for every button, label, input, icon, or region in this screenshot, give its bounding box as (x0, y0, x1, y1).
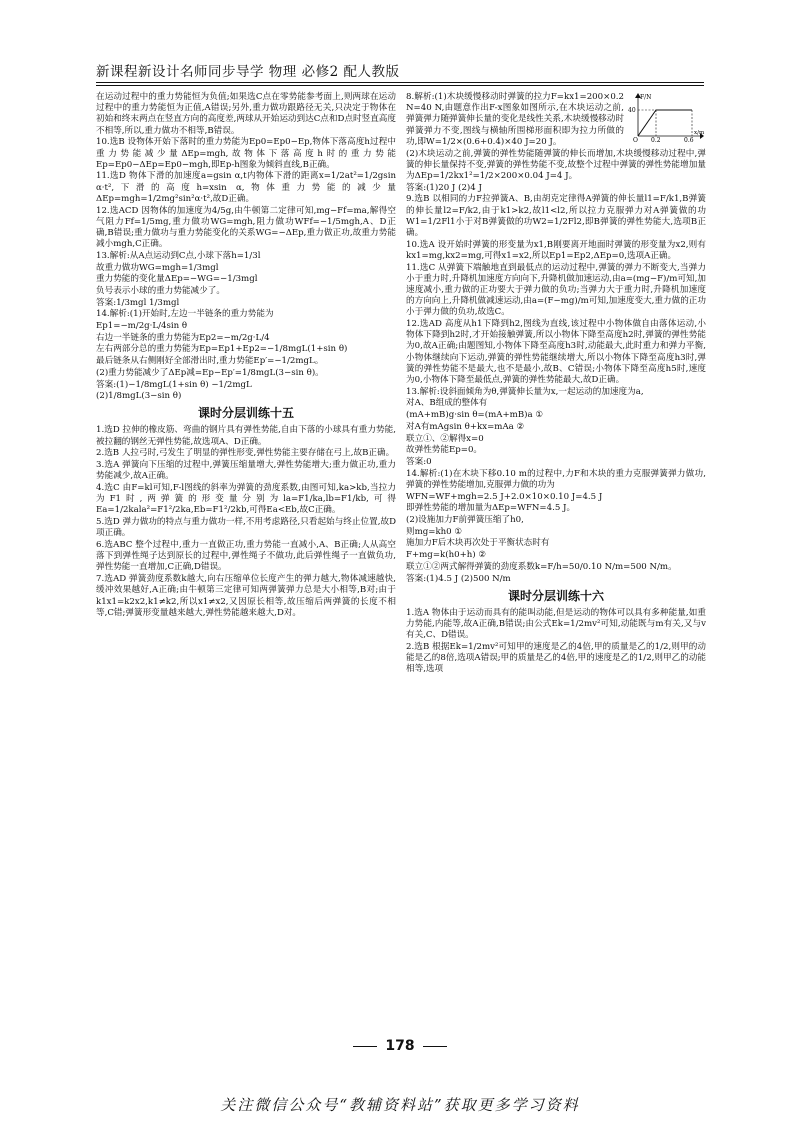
answer-paragraph: 5.选D 弹力做功的特点与重力做功一样,不用考虑路径,只看起始与终止位置,故D项正确。 (96, 517, 396, 539)
page-header: 新课程新设计名师同步导学 物理 必修2 配人教版 (96, 64, 400, 80)
answer-paragraph: Ep1=−m/2g·L/4sin θ (96, 321, 188, 332)
answer-paragraph: 14.解析:(1)开始时,左边一半链条的重力势能为 (96, 309, 274, 320)
section-heading: 课时分层训练十五 (197, 406, 294, 421)
x-axis-label: x/m (694, 130, 705, 136)
answer-paragraph: 施加力F后木块再次处于平衡状态时有 (406, 538, 550, 549)
right-column (406, 92, 706, 676)
answer-paragraph: 答案:(1)20 J (2)4 J (406, 182, 482, 193)
answer-paragraph: 最后链条从右侧刚好全部滑出时,重力势能Ep′=−1/2mgL。 (96, 356, 324, 367)
answer-paragraph: (2)1/8mgL(3−sin θ) (96, 391, 182, 402)
answer-paragraph: 答案:1/3mgl 1/3mgl (96, 297, 180, 308)
left-column (96, 92, 396, 619)
answer-paragraph: 联立①②两式解得弹簧的劲度系数k=F/h=50/0.10 N/m=500 N/m。 (406, 561, 677, 572)
answer-paragraph: 2.选B 人拉弓时,弓发生了明显的弹性形变,弹性势能主要存储在弓上,故B正确。 (96, 448, 395, 459)
answer-paragraph: 答案:(1)4.5 J (2)500 N/m (406, 573, 511, 584)
y-axis-label: F/N (640, 94, 652, 101)
answer-paragraph: 10.选B 设物体开始下落时的重力势能为Ep0=Ep0−Ep,物体下落高度h过程中重力势能减少量ΔEp=mgh,故物体下落高度h时的重力势能Ep=Ep0−ΔEp=Ep0−mgh,即Ep-h图象为倾斜直线,B正确。 (96, 137, 396, 170)
y-tick: 40 (628, 107, 636, 114)
answer-paragraph: WFN=WF+mgh=2.5 J+2.0×10×0.10 J=4.5 J (406, 491, 603, 502)
answer-paragraph: 故弹性势能Ep=0。 (406, 445, 483, 456)
footer-note: 关注微信公众号“教辅资料站”获取更多学习资料 (220, 1096, 580, 1114)
answer-paragraph: 8.解析:(1)木块缓慢移动时弹簧的拉力F=kx1=200×0.2 N=40 N,由题意作出F-x图象如图所示,在木块运动之前,弹簧弹力随弹簧伸长量的变化是线性关系,木块缓慢移动时弹簧弹力不变,图线与横轴所围梯形面积即为拉力所做的功,即W=1/2×(0.6+0.4)×40 J=20 J。 (406, 92, 624, 147)
answer-paragraph: 重力势能的变化量ΔEp=−WG=−1/3mgl (96, 274, 258, 285)
force-displacement-graph (628, 92, 706, 142)
answer-paragraph: F+mg=k(h0+h) ② (406, 550, 487, 561)
page-number-row (0, 1038, 800, 1054)
answer-paragraph: 14.解析:(1)在木块下移0.10 m的过程中,力F和木块的重力克服弹簧弹力做功,弹簧的弹性势能增加,克服弹力做的功为 (406, 468, 706, 490)
origin-label: O (633, 137, 638, 142)
answer-paragraph: 联立①、②解得x=0 (406, 433, 484, 444)
answer-paragraph: 在运动过程中的重力势能恒为负值;如果选C点在零势能参考面上,则两球在运动过程中的重力势能恒为正值,A错误;另外,重力做功跟路径无关,只决定于物体在初始和终末两点在竖直方向的高度差,两球从开始运动到达C点和D点时竖直高度不相等,所以,重力做功不相等,B错误。 (96, 92, 396, 136)
answer-paragraph: 1.选A 物体由于运动而具有的能叫动能,但是运动的物体可以具有多种能量,如重力势能,内能等,故A正确,B错误;由公式Ek=1/2mv²可知,动能既与m有关,又与v有关,C、D错误。 (406, 607, 706, 641)
answer-paragraph: 11.选D 物体下滑的加速度a=gsin α,t内物体下滑的距离x=1/2at²=1/2gsin α·t²,下滑的高度h=xsin α,物体重力势能的减少量ΔEp=mgh=1/2mg²sin²α·t²,故D正确。 (96, 171, 396, 204)
answer-paragraph: 10.选A 设开始时弹簧的形变量为x1,B刚要离开地面时弹簧的形变量为x2,则有kx1=mg,kx2=mg,可得x1=x2,所以Ep1=Ep2,ΔEp=0,选项A正确。 (406, 239, 706, 261)
answer-paragraph: 12.选ACD 因物体的加速度为4/5g,由牛顿第二定律可知,mg−Ff=ma,解得空气阻力Ff=1/5mg,重力做功WG=mgh,阻力做功WFf=−1/5mgh,A、D正确,B错误;重力做功与重力势能变化的关系WG=−ΔEp,重力做正功,故重力势能减小mgh,C正确。 (96, 205, 396, 250)
answer-paragraph: 即弹性势能的增加量为ΔEp=WFN=4.5 J。 (406, 503, 576, 514)
answer-paragraph: 6.选ABC 整个过程中,重力一直做正功,重力势能一直减小,A、B正确;人从高空落下到弹性绳子达到原长的过程中,弹性绳子不做功,此后弹性绳子一直做负功,弹性势能一直增加,C正确,D错误。 (96, 540, 396, 573)
answer-paragraph: 故重力做功WG=mgh=1/3mgl (96, 262, 219, 273)
answer-paragraph: 11.选C 从弹簧下端触地直到最低点的运动过程中,弹簧的弹力不断变大,当弹力小于重力时,升降机加速度方向向下,升降机做加速运动,由a=(mg−F)/m可知,加速度减小,重力做的正功要大于弹力做的负功;当弹力大于重力时,升降机加速度的方向向上,升降机做减速运动,由a=(F−mg)/m可知,加速度变大,重力做的正功小于弹力做的负功,故选C。 (406, 262, 706, 318)
answer-paragraph: 负号表示小球的重力势能减少了。 (96, 285, 225, 296)
answer-paragraph: 答案:(1)−1/8mgL(1+sin θ) −1/2mgL (96, 379, 252, 390)
page-number: 178 (385, 1038, 415, 1054)
x-tick-1: 0.2 (651, 137, 661, 142)
answer-paragraph: 2.选B 根据Ek=1/2mv²可知甲的速度是乙的4倍,甲的质量是乙的1/2,则甲的动能是乙的8倍,选项A错误;甲的质量是乙的4倍,甲的速度是乙的1/2,则甲乙的动能相等,选项 (406, 641, 706, 675)
answer-paragraph: 1.选D 拉伸的橡皮筋、弯曲的钢片具有弹性势能,自由下落的小球具有重力势能,被拉翻的钢丝无弹性势能,故选项A、D正确。 (96, 425, 396, 447)
answer-paragraph: 右边一半链条的重力势能为Ep2=−m/2g·L/4 (96, 332, 270, 343)
answer-paragraph: (2)设施加力F前弹簧压缩了h0, (406, 515, 524, 526)
answer-paragraph: 对A、B组成的整体有 (406, 398, 488, 409)
answer-paragraph: 答案:0 (406, 457, 432, 467)
header-rule-thin (96, 85, 704, 86)
x-tick-2: 0.6 (684, 137, 694, 142)
header-rule (96, 82, 704, 83)
section-heading: 课时分层训练十六 (507, 588, 604, 603)
answer-paragraph: 13.解析:从A点运动到C点,小球下落h=1/3l (96, 250, 261, 261)
answer-paragraph: 9.选B 以相同的力F拉弹簧A、B,由胡克定律得A弹簧的伸长量l1=F/k1,B弹簧的伸长量l2=F/k2,由于k1>k2,故l1<l2,所以拉力克服弹力对A弹簧做的功W1=1/2Fl1小于对B弹簧做的功W2=1/2Fl2,即B弹簧的弹性势能大,选项B正确。 (406, 194, 706, 238)
answer-paragraph: 7.选AD 弹簧劲度系数k越大,向右压缩单位长度产生的弹力越大,物体减速越快,缓冲效果越好,A正确;由牛顿第三定律可知两弹簧弹力总是大小相等,B对;由于k1x1=k2x2,k1≠k2,所以x1≠x2,又因原长相等,故压缩后两弹簧的长度不相等,C错;弹簧形变量越来越大,弹性势能越来越大,D对。 (96, 574, 396, 618)
answer-paragraph: 4.选C 由F=kl可知,F-l图线的斜率为弹簧的劲度系数,由图可知,ka>kb,当拉力为F1时,两弹簧的形变量分别为la=F1/ka,lb=F1/kb,可得Ea=1/2kala²=F1²/2ka,Eb=F1²/2kb,可得Ea<Eb,故C正确。 (96, 483, 396, 516)
answer-paragraph: 对A有mAgsin θ+kx=mAa ② (406, 421, 525, 432)
answer-paragraph: 12.选AD 高度从h1下降到h2,图线为直线,该过程中小物体做自由落体运动,小物体下降到h2时,才开始接触弹簧,所以小物体下降至高度h2时,弹簧的弹性势能为0,故A正确;由题图知,小物体下降至高度h3时,动能最大,此时重力和弹力平衡,小物体继续向下运动,弹簧的弹性势能继续增大,所以小物体下降至高度h3时,弹簧的弹性势能不是最大,也不是最小,故B、C错误;小物体下降至高度h5时,速度为0,小物体下降至最低点,弹簧的弹性势能最大,故D正确。 (406, 319, 706, 386)
answer-paragraph: (2)重力势能减少了ΔEp减=Ep−Ep′=1/8mgL(3−sin θ)。 (96, 367, 324, 378)
answer-paragraph: 则mg=kh0 ① (406, 526, 463, 537)
answer-paragraph: 左右两部分总的重力势能为Ep=Ep1+Ep2=−1/8mgL(1+sin θ) (96, 344, 348, 355)
answer-paragraph: (2)木块运动之前,弹簧的弹性势能随弹簧的伸长而增加,木块缓慢移动过程中,弹簧的伸长量保持不变,弹簧的弹性势能不变,故整个过程中弹簧的弹性势能增加量为ΔEp=1/2kx1²=1/2×200×0.04 J=4 J。 (406, 148, 706, 181)
answer-paragraph: 13.解析:设斜面倾角为θ,弹簧伸长量为x,一起运动的加速度为a, (406, 386, 644, 397)
answer-paragraph: (mA+mB)g·sin θ=(mA+mB)a ① (406, 410, 544, 421)
answer-paragraph: 3.选A 弹簧向下压缩的过程中,弹簧压缩量增大,弹性势能增大;重力做正功,重力势能减少,故A正确。 (96, 460, 396, 482)
